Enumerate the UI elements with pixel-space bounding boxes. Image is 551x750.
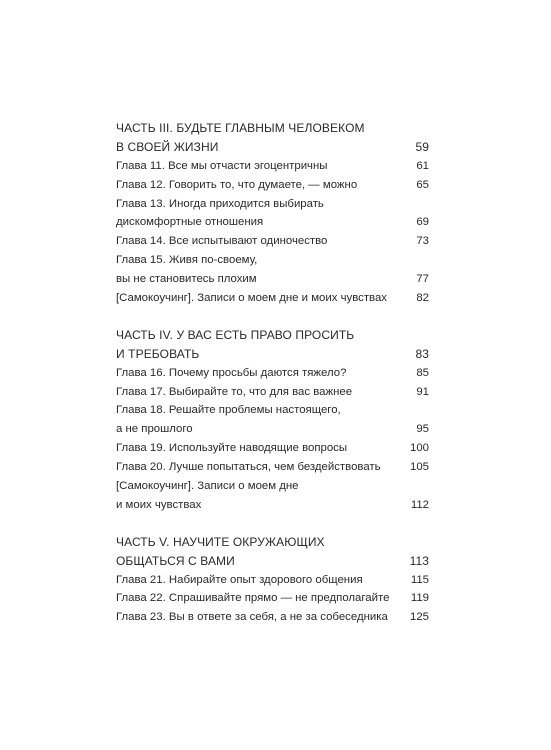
toc-page-number: 119 <box>410 592 429 605</box>
toc-entry-title: Глава 11. Все мы отчасти эгоцентричны <box>116 159 328 172</box>
toc-section <box>116 533 429 627</box>
toc-part-heading-line <box>116 552 429 571</box>
toc-entry <box>116 364 429 383</box>
toc-entry <box>116 608 429 627</box>
toc-page-number: 115 <box>410 573 429 586</box>
toc-page-number: 77 <box>416 273 429 286</box>
toc-entry <box>116 439 429 458</box>
toc-page-number: 125 <box>409 611 429 624</box>
toc-entry <box>116 477 429 496</box>
toc-page-number: 69 <box>416 216 429 229</box>
toc-entry <box>116 496 429 515</box>
toc-entry-title: Глава 17. Выбирайте то, что для вас важнее <box>116 385 353 398</box>
toc-entry-title: Глава 23. Вы в ответе за себя, а не за собеседника <box>116 611 388 624</box>
toc-page-number: 113 <box>409 553 429 568</box>
toc-entry <box>116 157 429 176</box>
toc-entry-title: И ТРЕБОВАТЬ <box>116 346 200 361</box>
toc-page-number: 82 <box>416 292 429 305</box>
toc-entry <box>116 195 429 214</box>
toc-section <box>116 326 429 515</box>
toc-entry-title: и моих чувствах <box>116 498 202 511</box>
toc-entry <box>116 289 429 308</box>
toc-entry <box>116 458 429 477</box>
toc-entry-title: Глава 22. Спрашивайте прямо — не предполагайте <box>116 592 390 605</box>
toc-entry-title: Глава 15. Живя по-своему, <box>116 254 258 267</box>
toc-page-number: 100 <box>409 442 429 455</box>
toc-entry <box>116 213 429 232</box>
toc-page-number: 83 <box>415 346 429 361</box>
toc-page-number: 61 <box>416 159 429 172</box>
toc-entry-title: ОБЩАТЬСЯ С ВАМИ <box>116 553 235 568</box>
toc-page-number: 59 <box>415 139 429 154</box>
toc-page-number: 95 <box>416 423 429 436</box>
toc-entry-title: Глава 16. Почему просьбы даются тяжело? <box>116 366 347 379</box>
toc-entry-title: Глава 13. Иногда приходится выбирать <box>116 197 324 210</box>
toc-entry-title: Глава 12. Говорить то, что думаете, — можно <box>116 178 358 191</box>
toc-entry-title: а не прошлого <box>116 423 193 436</box>
toc-entry-title: [Самокоучинг]. Записи о моем дне <box>116 480 299 493</box>
toc-entry <box>116 589 429 608</box>
toc-entry-title: ЧАСТЬ V. НАУЧИТЕ ОКРУЖАЮЩИХ <box>116 534 325 549</box>
toc-page-number: 73 <box>416 235 429 248</box>
toc-entry-title: [Самокоучинг]. Записи о моем дне и моих чувствах <box>116 292 388 305</box>
toc-entry-title: ЧАСТЬ IV. У ВАС ЕСТЬ ПРАВО ПРОСИТЬ <box>116 327 355 342</box>
toc-part-heading-line <box>116 119 429 138</box>
toc-entry-title: Глава 21. Набирайте опыт здорового общения <box>116 573 363 586</box>
toc-part-heading-line <box>116 345 429 364</box>
toc-entry-title: Глава 20. Лучше попытаться, чем бездействовать <box>116 461 381 474</box>
toc-page-number: 112 <box>410 498 429 511</box>
toc-page-number: 85 <box>416 366 429 379</box>
table-of-contents <box>116 119 429 645</box>
toc-entry-title: Глава 19. Используйте наводящие вопросы <box>116 442 348 455</box>
toc-entry <box>116 383 429 402</box>
toc-entry-title: Глава 18. Решайте проблемы настоящего, <box>116 404 341 417</box>
toc-entry-title: Глава 14. Все испытывают одиночество <box>116 235 328 248</box>
toc-entry <box>116 176 429 195</box>
toc-entry <box>116 251 429 270</box>
toc-part-heading-line <box>116 533 429 552</box>
toc-entry-title: вы не становитесь плохим <box>116 273 257 286</box>
toc-section <box>116 119 429 308</box>
toc-entry-title: ЧАСТЬ III. БУДЬТЕ ГЛАВНЫМ ЧЕЛОВЕКОМ <box>116 121 365 135</box>
toc-page-number: 65 <box>416 178 429 191</box>
toc-entry <box>116 232 429 251</box>
toc-page-number: 105 <box>409 461 429 474</box>
toc-entry <box>116 270 429 289</box>
toc-entry-title: В СВОЕЙ ЖИЗНИ <box>116 139 219 154</box>
toc-entry-title: дискомфортные отношения <box>116 216 264 229</box>
toc-entry <box>116 401 429 420</box>
toc-entry <box>116 571 429 590</box>
toc-page-number: 91 <box>416 385 429 398</box>
toc-part-heading-line <box>116 138 429 157</box>
toc-part-heading-line <box>116 326 429 345</box>
toc-entry <box>116 420 429 439</box>
